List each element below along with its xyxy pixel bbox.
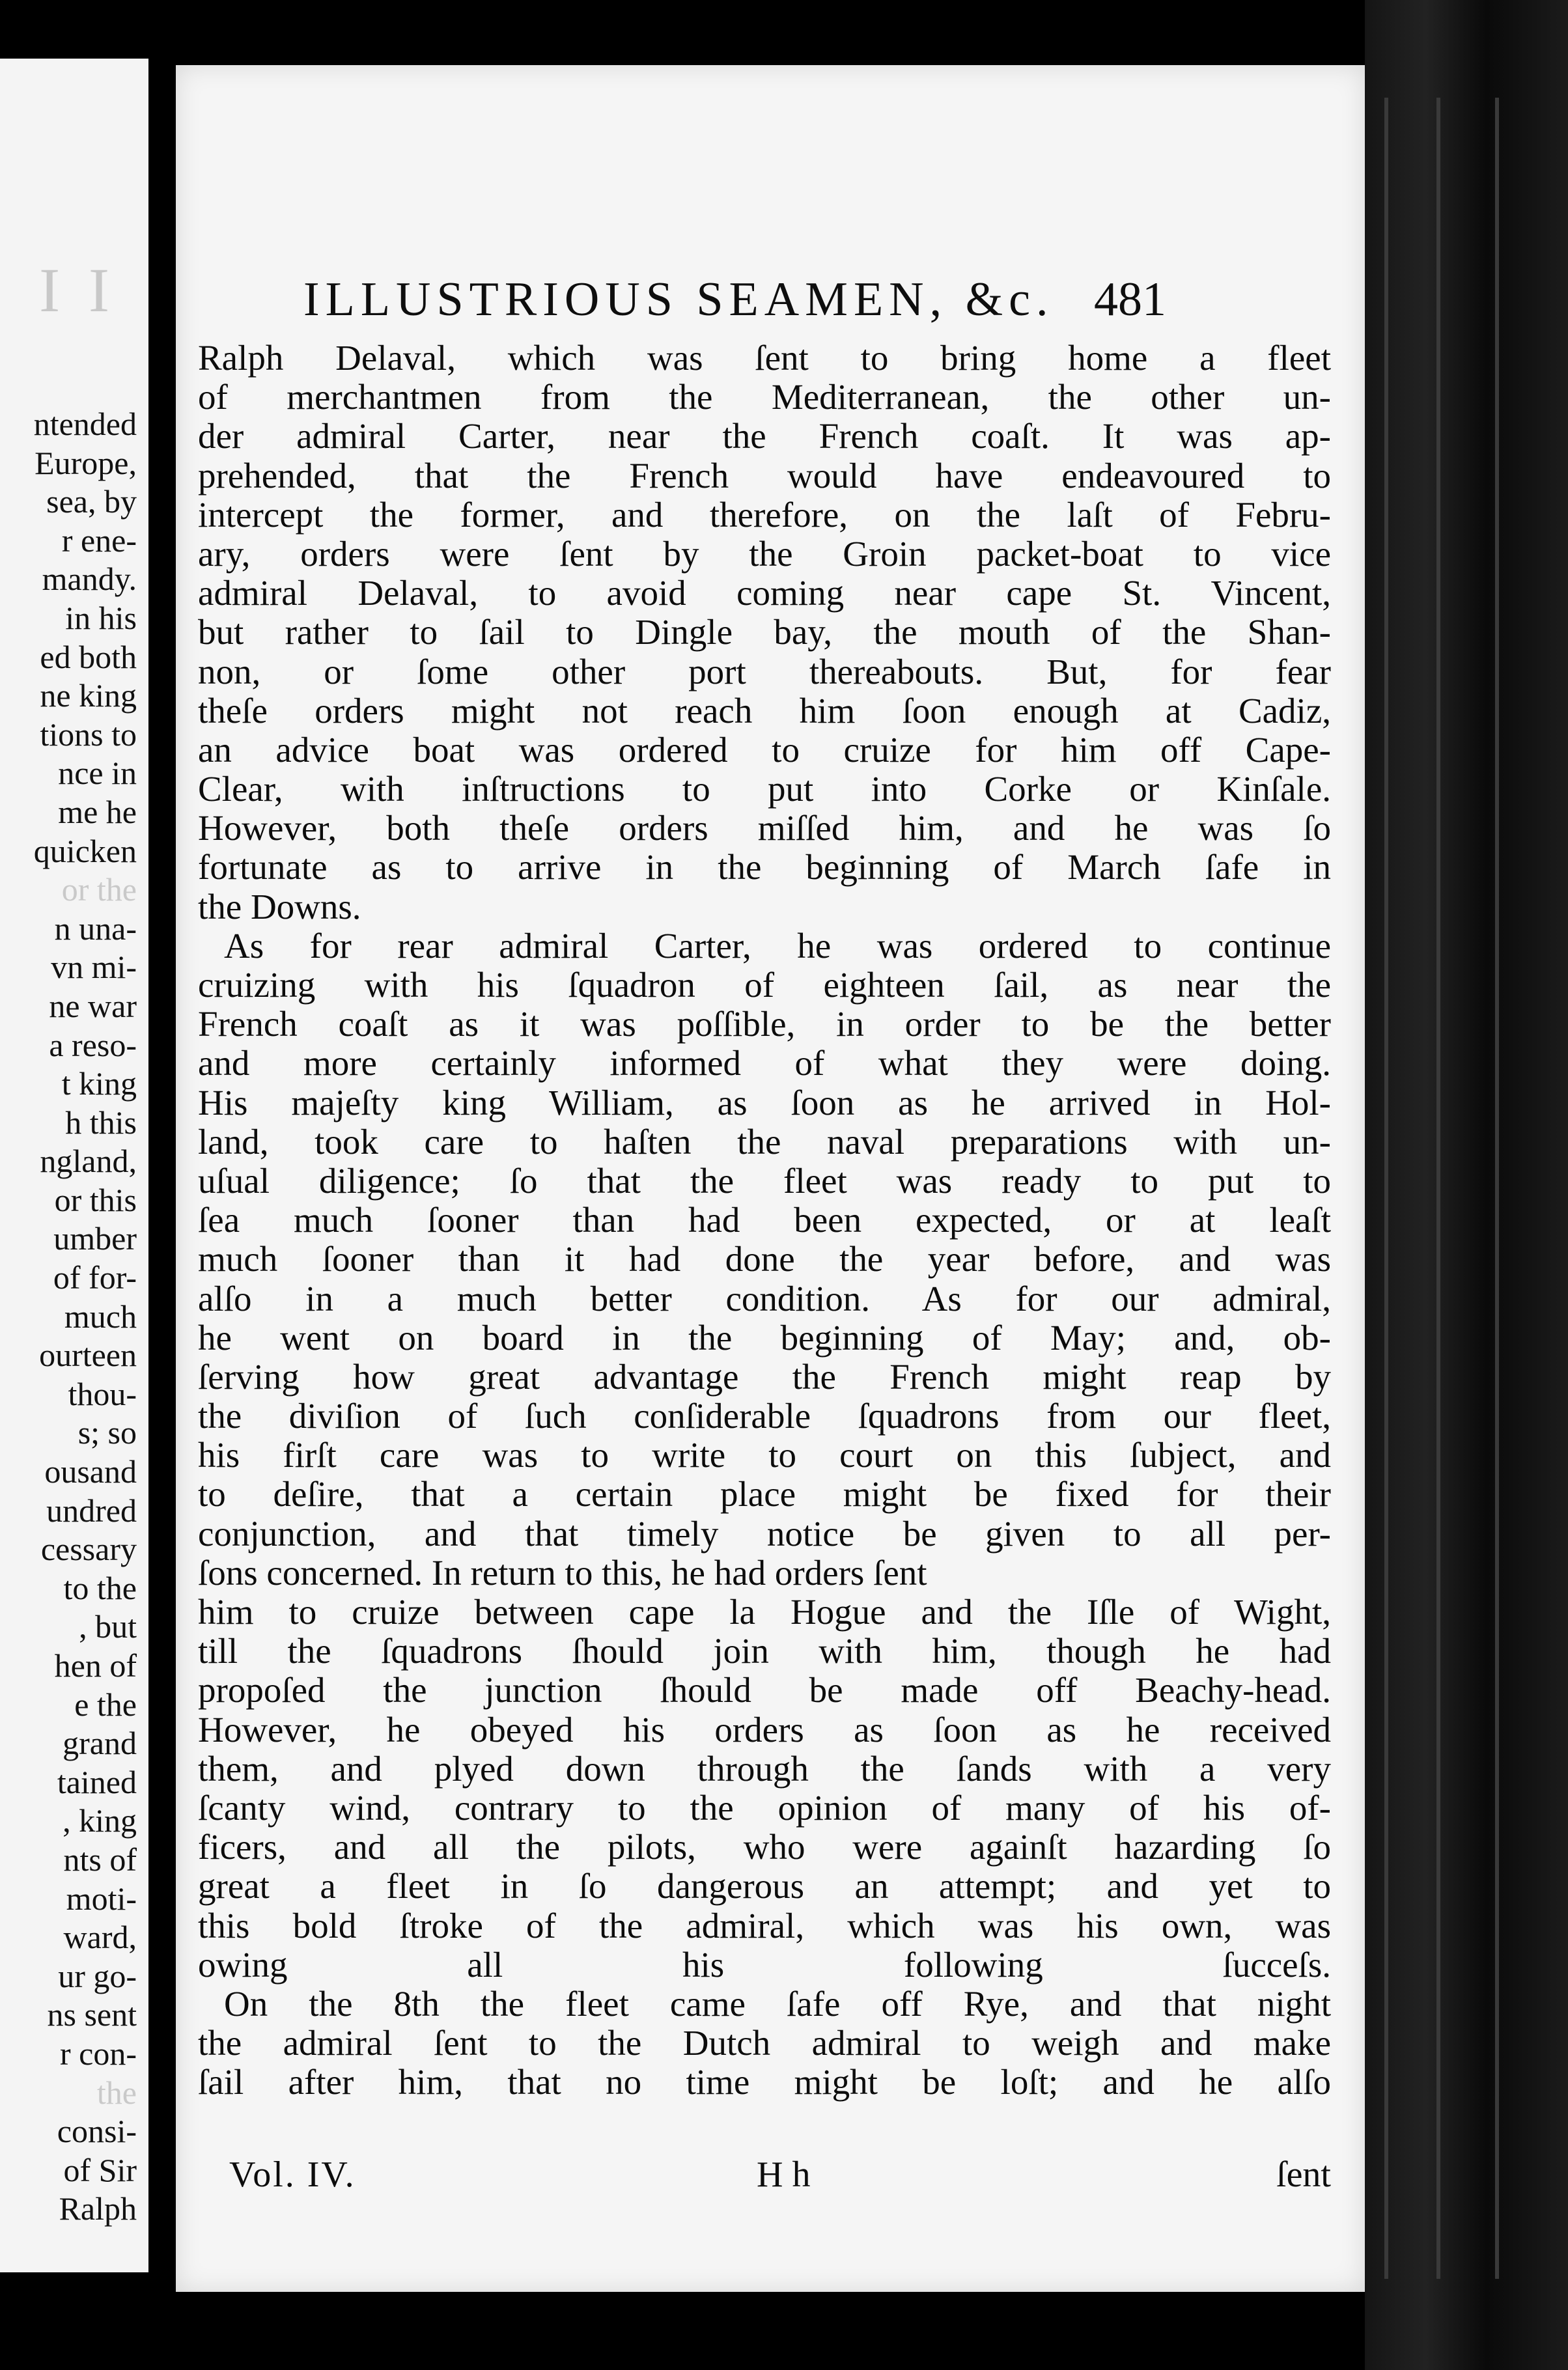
facing-page-line: quicken (33, 832, 137, 869)
text-line: fortunate as to arrive in the beginning of March ſafe in (198, 848, 1331, 887)
text-line: owing all his following ſucceſs. (198, 1945, 1331, 1985)
facing-page-line: Ralph (59, 2190, 137, 2227)
facing-page-line: ntended (33, 406, 137, 442)
signature-mark: H h (757, 2154, 811, 2195)
text-line: and more certainly informed of what they were doing. (198, 1044, 1331, 1083)
text-line: theſe orders might not reach him ſoon enough at Cadiz, (198, 691, 1331, 731)
text-line: to deſire, that a certain place might be fixed for their (198, 1475, 1331, 1514)
facing-page-line: vn mi- (51, 949, 137, 986)
running-head (176, 264, 1365, 335)
facing-page-line: in his (65, 599, 137, 636)
body-text (198, 339, 1331, 2102)
text-line: ſcanty wind, contrary to the opinion of many of his of- (198, 1788, 1331, 1828)
edge-stripe (1436, 98, 1440, 2279)
text-line: Ralph Delaval, which was ſent to bring home a fleet (198, 339, 1331, 378)
facing-page-line: thou- (68, 1375, 137, 1412)
facing-page-line: ourteen (39, 1337, 137, 1374)
text-line: However, he obeyed his orders as ſoon as he received (198, 1710, 1331, 1750)
facing-page-line: to the (63, 1569, 137, 1606)
facing-page-line: nce in (58, 755, 137, 792)
text-line: ſea much ſooner than had been expected, or at leaſt (198, 1201, 1331, 1240)
facing-page-line: ngland, (40, 1143, 137, 1180)
facing-page-line: moti- (66, 1880, 137, 1917)
facing-page-line: mandy. (42, 561, 137, 598)
text-line: Clear, with inſtructions to put into Corke or Kinſale. (198, 770, 1331, 809)
text-line: der admiral Carter, near the French coaſt. It was ap- (198, 417, 1331, 456)
text-line: the diviſion of ſuch conſiderable ſquadrons from our fleet, (198, 1397, 1331, 1436)
facing-page-line: me he (58, 793, 137, 830)
text-line: him to cruize between cape la Hogue and the Iſle of Wight, (198, 1593, 1331, 1632)
facing-page-line: n una- (54, 910, 137, 947)
text-line: but rather to ſail to Dingle bay, the mouth of the Shan- (198, 613, 1331, 652)
facing-page-line: umber (53, 1220, 137, 1257)
text-line: he went on board in the beginning of May; and, ob- (198, 1318, 1331, 1358)
text-line: ficers, and all the pilots, who were againſt hazarding ſo (198, 1828, 1331, 1867)
text-line: However, both theſe orders miſſed him, and he was ſo (198, 809, 1331, 848)
text-line: ſerving how great advantage the French might reap by (198, 1357, 1331, 1397)
text-line: ſons concerned. In return to this, he had orders ſent (198, 1553, 927, 1593)
text-line: cruizing with his ſquadron of eighteen ſail, as near the (198, 966, 1331, 1005)
facing-page-line: of for- (53, 1259, 137, 1296)
facing-page-line: consi- (57, 2113, 137, 2150)
text-line: ary, orders were ſent by the Groin packet-boat to vice (198, 534, 1331, 574)
facing-page-line: ne war (49, 987, 137, 1024)
text-line: till the ſquadrons ſhould join with him, though he had (198, 1632, 1331, 1671)
text-line: prehended, that the French would have endeavoured to (198, 456, 1331, 495)
facing-page-fragment (0, 59, 148, 2272)
text-line: them, and plyed down through the ſands with a very (198, 1749, 1331, 1789)
running-head-title: ILLUSTRIOUS SEAMEN, &c. (303, 273, 1054, 326)
facing-page-line: the (96, 2074, 137, 2111)
facing-page-line: , king (63, 1802, 137, 1839)
facing-page-line: t king (61, 1065, 137, 1102)
facing-page-line: much (64, 1298, 137, 1335)
facing-page-line: r con- (60, 2035, 137, 2072)
edge-stripe (1495, 98, 1499, 2279)
facing-page-line: undred (46, 1492, 137, 1529)
facing-page-line: ur go- (58, 1957, 137, 1994)
text-line: French coaſt as it was poſſible, in order to be the better (198, 1005, 1331, 1044)
facing-page-line: nts of (63, 1841, 137, 1878)
facing-page-line: ns sent (47, 1996, 137, 2033)
book-page (176, 65, 1365, 2292)
facing-page-line: e the (74, 1686, 137, 1723)
facing-page-line: Europe, (35, 444, 137, 481)
page-footer (229, 2152, 1331, 2197)
facing-page-line: hen of (54, 1647, 137, 1684)
text-line: conjunction, and that timely notice be given to all per- (198, 1514, 1331, 1554)
text-line: His majeſty king William, as ſoon as he arrived in Hol- (198, 1083, 1331, 1122)
text-line: propoſed the junction ſhould be made off Beachy-head. (198, 1671, 1331, 1710)
text-line: non, or ſome other port thereabouts. But, for fear (198, 652, 1331, 691)
text-line: land, took care to haſten the naval preparations with un- (198, 1122, 1331, 1162)
text-line: ſail after him, that no time might be loſt; and he alſo (198, 2063, 1331, 2102)
page-edge-shadow (1365, 0, 1568, 2370)
facing-page-line: or this (54, 1181, 137, 1218)
facing-page-line: cessary (40, 1531, 137, 1568)
facing-page-line: , but (79, 1608, 137, 1645)
facing-page-line: ousand (44, 1453, 137, 1490)
facing-page-line: r ene- (61, 522, 137, 559)
facing-page-line: h this (65, 1104, 137, 1141)
text-line: the admiral ſent to the Dutch admiral to weigh and make (198, 2024, 1331, 2063)
text-line: uſual diligence; ſo that the fleet was ready to put to (198, 1161, 1331, 1201)
page-number: 481 (1094, 273, 1166, 326)
facing-page-line: ward, (63, 1919, 137, 1956)
text-line: his firſt care was to write to court on this ſubject, and (198, 1436, 1331, 1475)
text-line: much ſooner than it had done the year before, and was (198, 1240, 1331, 1279)
volume-label: Vol. IV. (229, 2154, 356, 2195)
facing-page-text (0, 405, 137, 2229)
facing-page-line: s; so (77, 1414, 137, 1451)
facing-page-line: sea, by (46, 483, 137, 520)
facing-page-line: grand (63, 1725, 137, 1762)
facing-page-line: tained (57, 1763, 137, 1800)
text-line: intercept the former, and therefore, on the laſt of Febru- (198, 495, 1331, 535)
facing-page-line: ne king (40, 677, 137, 714)
text-line: On the 8th the fleet came ſafe off Rye, and that night (224, 1984, 1331, 2024)
edge-stripe (1384, 98, 1388, 2279)
text-line: this bold ſtroke of the admiral, which was his own, was (198, 1906, 1331, 1945)
facing-page-header-fragment: I I (39, 255, 116, 325)
facing-page-line: a reso- (49, 1026, 137, 1063)
text-line: of merchantmen from the Mediterranean, the other un- (198, 378, 1331, 417)
facing-page-line: of Sir (63, 2151, 137, 2188)
text-line: alſo in a much better condition. As for our admiral, (198, 1279, 1331, 1318)
binding-gutter (148, 0, 176, 2370)
catchword: ſent (1276, 2154, 1331, 2195)
facing-page-line: ed both (40, 638, 137, 675)
text-line: the Downs. (198, 887, 361, 927)
text-line: an advice boat was ordered to cruize for him off Cape- (198, 730, 1331, 770)
text-line: admiral Delaval, to avoid coming near cape St. Vincent, (198, 574, 1331, 613)
text-line: As for rear admiral Carter, he was ordered to continue (224, 926, 1331, 966)
facing-page-line: tions to (40, 716, 137, 753)
text-line: great a fleet in ſo dangerous an attempt; and yet to (198, 1867, 1331, 1906)
facing-page-line: or the (61, 871, 137, 908)
